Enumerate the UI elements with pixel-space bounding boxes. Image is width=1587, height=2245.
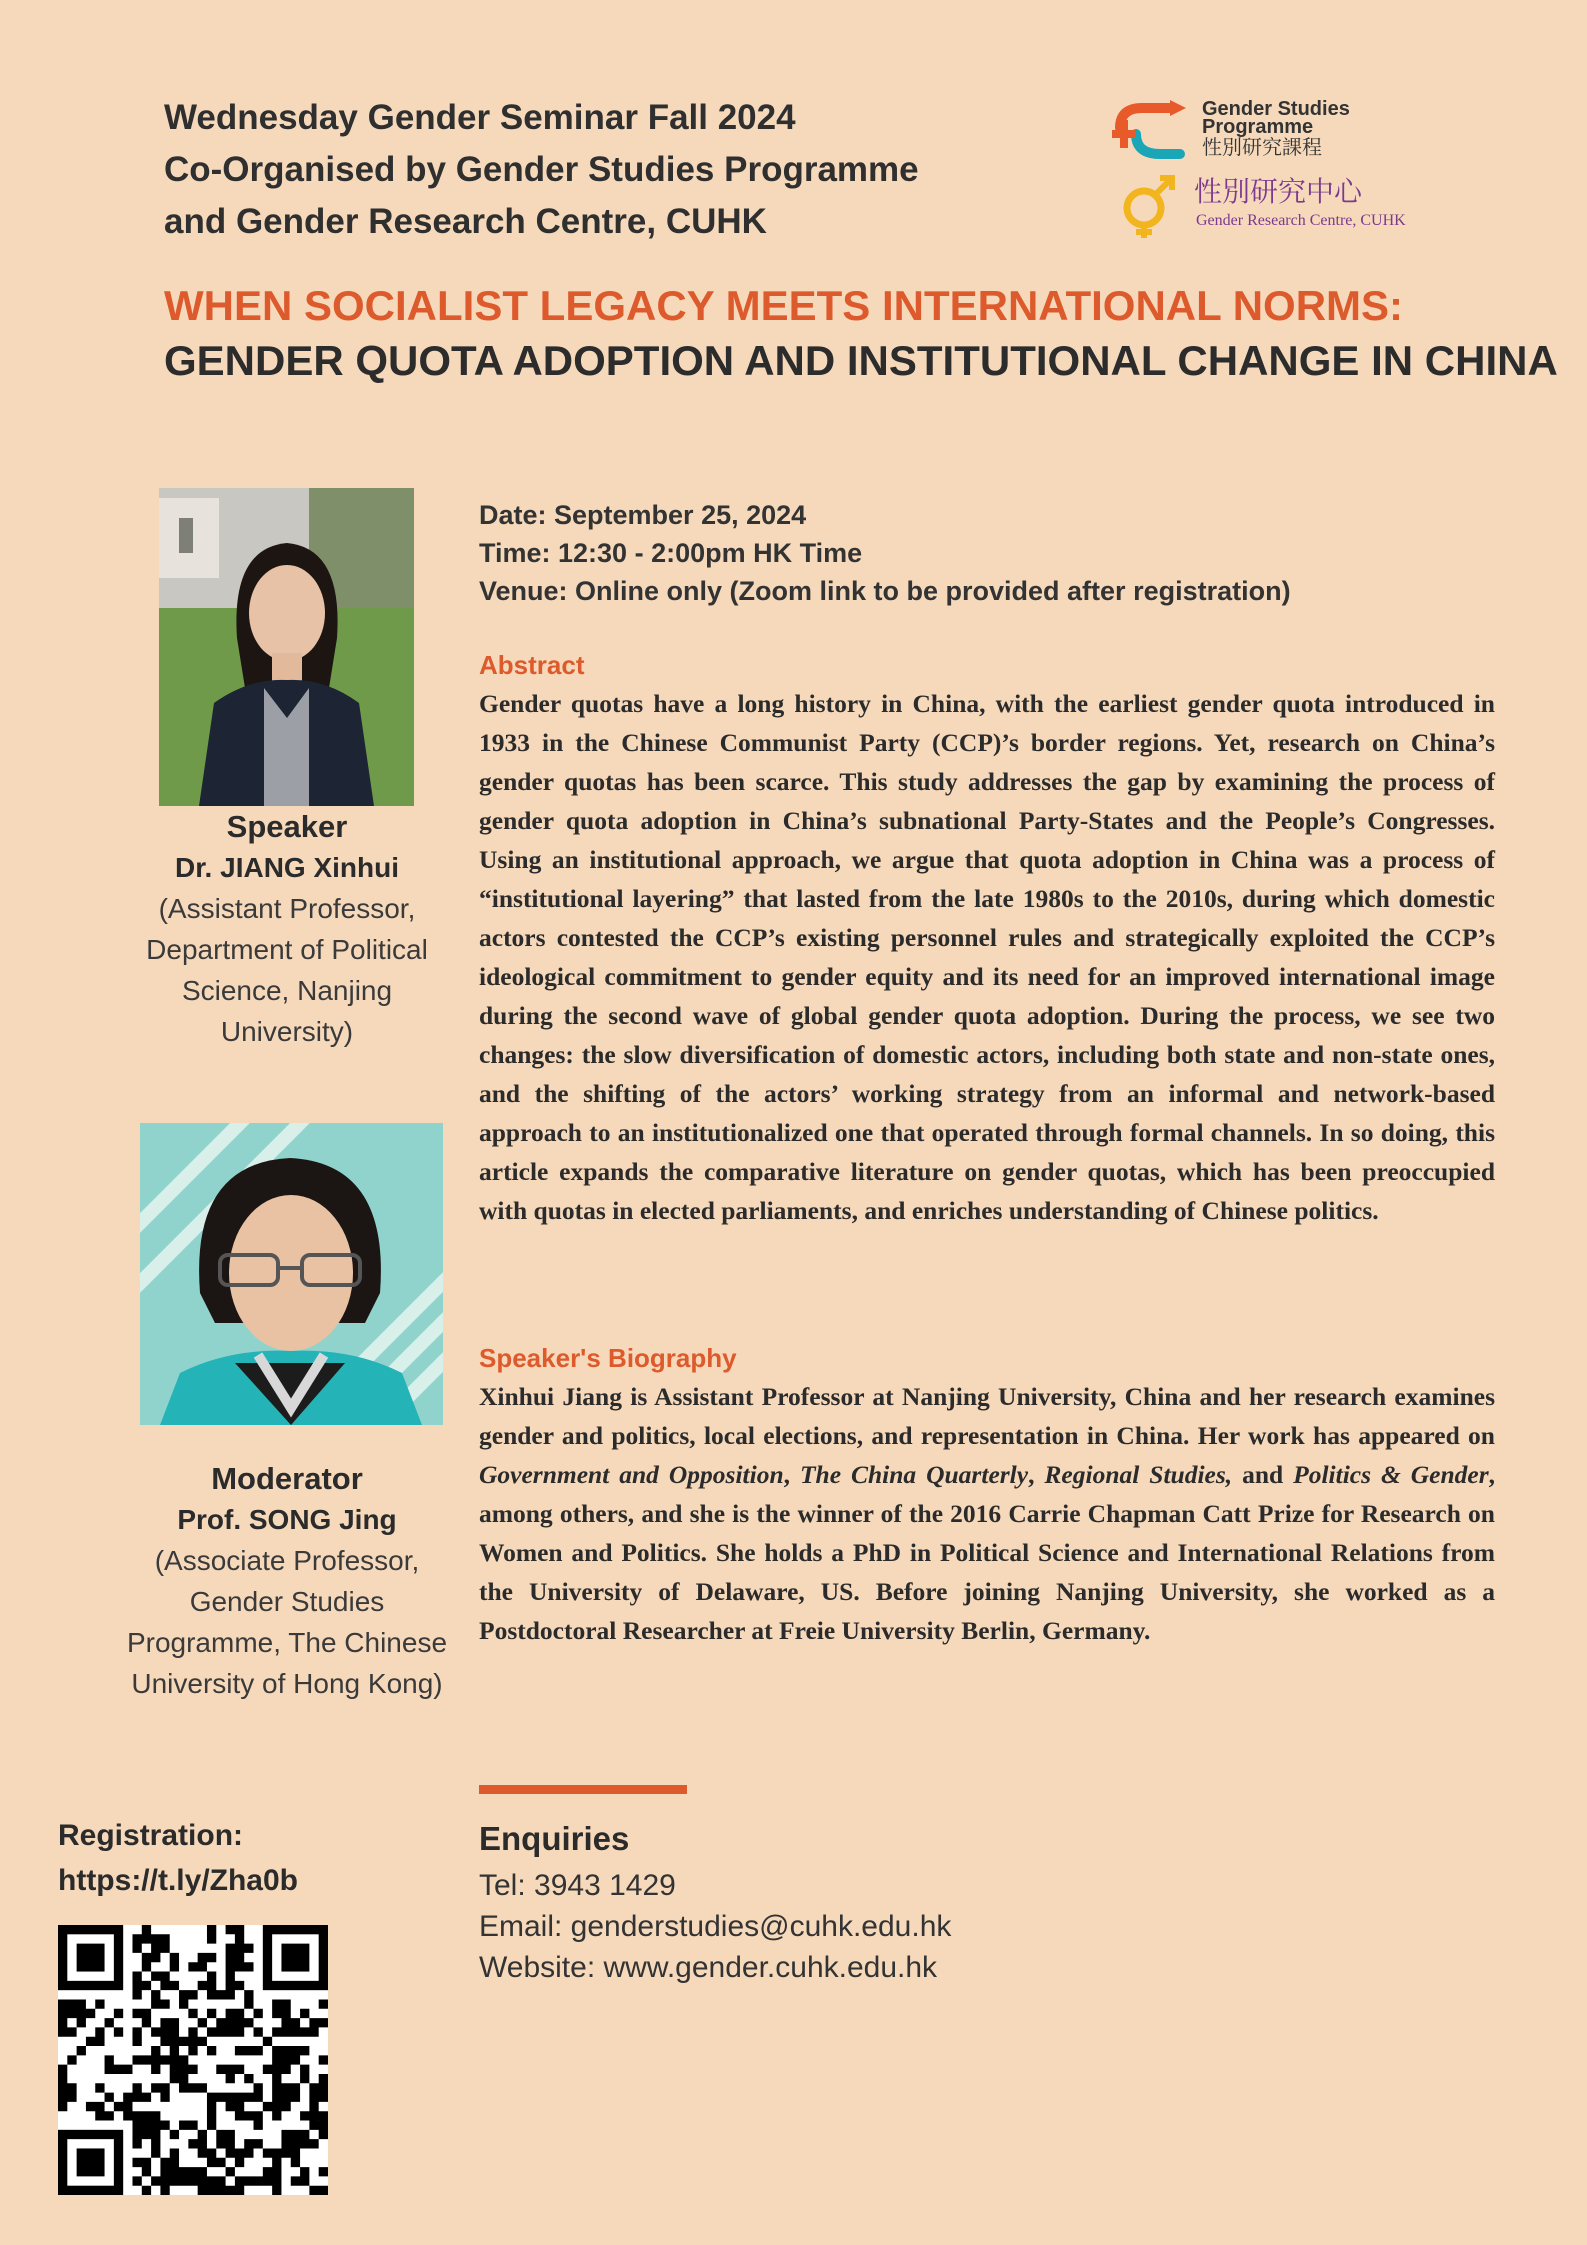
journal-1: Government and Opposition bbox=[479, 1460, 784, 1489]
biography-text bbox=[479, 1377, 1495, 1650]
accent-divider bbox=[479, 1785, 687, 1794]
enquiries-heading: Enquiries bbox=[479, 1820, 630, 1857]
event-details bbox=[479, 496, 1539, 610]
header-line-2: Co-Organised by Gender Studies Programme bbox=[164, 150, 919, 189]
bio-sep-3: and bbox=[1232, 1460, 1294, 1489]
gsp-logo-en-2: Programme bbox=[1202, 116, 1314, 138]
gender-studies-programme-logo bbox=[1110, 96, 1410, 166]
grc-logo-cn: 性別研究中心 bbox=[1194, 175, 1363, 208]
abstract-heading: Abstract bbox=[479, 650, 585, 680]
speaker-photo bbox=[159, 488, 414, 806]
seminar-header bbox=[164, 92, 1064, 248]
enquiries-email[interactable]: Email: genderstudies@cuhk.edu.hk bbox=[479, 1910, 952, 1943]
header-line-1: Wednesday Gender Seminar Fall 2024 bbox=[164, 98, 796, 137]
talk-title-line-2: GENDER QUOTA ADOPTION AND INSTITUTIONAL CHANGE IN CHINA bbox=[164, 337, 1558, 384]
enquiries-contacts bbox=[479, 1865, 951, 1988]
journal-3: Regional Studies, bbox=[1044, 1460, 1233, 1489]
bio-sep-1: , bbox=[783, 1460, 800, 1489]
gsp-emblem-icon bbox=[1110, 98, 1194, 164]
biography-heading: Speaker's Biography bbox=[479, 1343, 737, 1373]
journal-4: Politics & Gender bbox=[1293, 1460, 1489, 1489]
registration-link[interactable]: https://t.ly/Zha0b bbox=[58, 1864, 298, 1897]
abstract-text: Gender quotas have a long history in China, with the earliest gender quota introduced in 1933 in the Chinese Communist Party (CCP)’s border regions. Yet, research on China’s gender quotas has been scarce. This study addresses the gap by examining the process of gender quota adoption in China’s subnational Party-States and the People’s Congresses. Using an institutional approach, we argue that quota adoption in China was a process of “institutional layering” that lasted from the late 1980s to the 2010s, during which domestic actors contested the CCP’s existing personnel rules and strategically exploited the CCP’s ideological commitment to gender equity and its need for an improved international image during the second wave of global gender quota adoption. During the process, we see two changes: the slow diversification of domestic actors, including both state and non-state ones, and the shifting of the actors’ working strategy from an informal and network-based approach to an institutionalized one that operated through formal channels. In so doing, this article expands the comparative literature on gender quotas, which has been preoccupied with quotas in elected parliaments, and enriches understanding of Chinese politics. bbox=[479, 689, 1495, 1225]
moderator-role-label: Moderator bbox=[211, 1461, 363, 1496]
speaker-caption bbox=[120, 806, 454, 1052]
bio-part-1: Xinhui Jiang is Assistant Professor at Nanjing University, China and her research examines gender and politics, local elections, and representation in China. Her work has appeared on bbox=[479, 1382, 1495, 1450]
speaker-role-label: Speaker bbox=[226, 809, 348, 844]
moderator-caption bbox=[120, 1458, 454, 1704]
talk-title-line-1: WHEN SOCIALIST LEGACY MEETS INTERNATIONAL NORMS: bbox=[164, 282, 1404, 329]
bio-sep-2: , bbox=[1028, 1460, 1045, 1489]
event-date: Date: September 25, 2024 bbox=[479, 500, 807, 530]
gender-research-centre-logo bbox=[1120, 172, 1450, 242]
speaker-affiliation: (Assistant Professor, Department of Political Science, Nanjing University) bbox=[146, 893, 428, 1047]
registration-label: Registration: bbox=[58, 1819, 244, 1852]
grc-logo-en: Gender Research Centre, CUHK bbox=[1196, 212, 1406, 229]
bio-part-2: , among others, and she is the winner of the 2016 Carrie Chapman Catt Prize for Research on Women and Politics. She holds a PhD in Political Science and International Relations from the University of Delaware, US. Before joining Nanjing University, she worked as a Postdoctoral Researcher at Freie University Berlin, Germany. bbox=[479, 1460, 1496, 1645]
gsp-logo-en-1: Gender Studies bbox=[1202, 98, 1350, 120]
qr-code-icon bbox=[58, 1925, 328, 2195]
moderator-photo bbox=[140, 1123, 443, 1425]
event-time: Time: 12:30 - 2:00pm HK Time bbox=[479, 538, 863, 568]
header-line-3: and Gender Research Centre, CUHK bbox=[164, 202, 767, 241]
event-venue: Venue: Online only (Zoom link to be provided after registration) bbox=[479, 576, 1291, 606]
enquiries-website[interactable]: Website: www.gender.cuhk.edu.hk bbox=[479, 1951, 938, 1984]
enquiries-tel: Tel: 3943 1429 bbox=[479, 1869, 676, 1902]
registration-qr-code[interactable] bbox=[58, 1925, 328, 2195]
gsp-logo-cn: 性別研究課程 bbox=[1202, 137, 1322, 159]
moderator-name: Prof. SONG Jing bbox=[177, 1504, 397, 1535]
grc-emblem-icon bbox=[1120, 174, 1180, 240]
speaker-name: Dr. JIANG Xinhui bbox=[174, 852, 400, 883]
moderator-affiliation: (Associate Professor, Gender Studies Programme, The Chinese University of Hong Kong) bbox=[126, 1545, 448, 1699]
journal-2: The China Quarterly bbox=[799, 1460, 1029, 1489]
registration-block bbox=[58, 1813, 358, 1903]
